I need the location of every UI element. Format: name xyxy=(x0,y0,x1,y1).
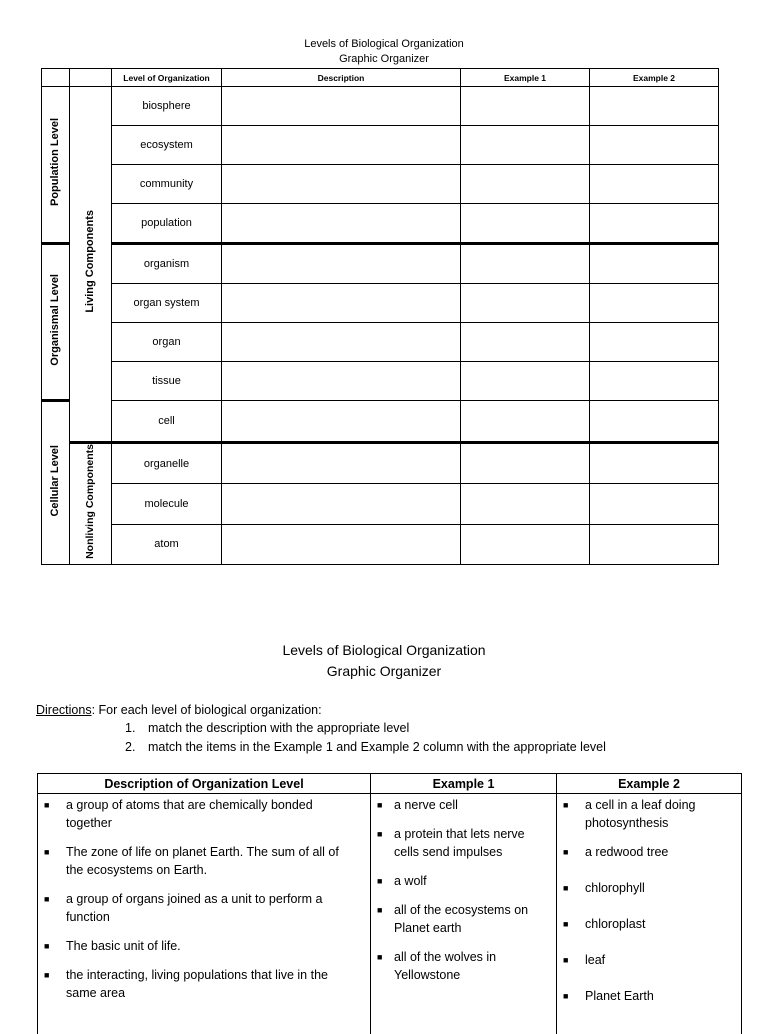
example1-text: a wolf xyxy=(394,874,427,888)
description-text: the interacting, living populations that live in the same area xyxy=(66,968,328,1000)
bullet-icon: ■ xyxy=(377,952,383,962)
top-subtitle: Graphic Organizer xyxy=(339,53,429,65)
list-item xyxy=(38,796,370,832)
level-name: tissue xyxy=(112,362,222,401)
level-row xyxy=(42,87,719,126)
example2-cell[interactable] xyxy=(590,401,719,443)
description-cell[interactable] xyxy=(222,443,461,484)
group-population xyxy=(42,87,70,244)
header-description-of-level: Description of Organization Level xyxy=(38,774,371,794)
list-item xyxy=(557,879,741,897)
level-row xyxy=(42,204,719,244)
directions-text: : For each level of biological organization: xyxy=(91,703,322,717)
description-cell[interactable] xyxy=(222,284,461,323)
example2-cell[interactable] xyxy=(590,284,719,323)
group-cellular xyxy=(42,401,70,565)
answer-bank-table xyxy=(37,773,742,1034)
list-item xyxy=(371,948,556,984)
description-text: a group of atoms that are chemically bonded together xyxy=(66,798,313,830)
example1-cell[interactable] xyxy=(461,204,590,244)
list-item xyxy=(38,937,370,955)
example1-text: all of the wolves in Yellowstone xyxy=(394,950,497,982)
bullet-icon: ■ xyxy=(563,800,569,810)
level-row xyxy=(42,323,719,362)
level-row xyxy=(42,165,719,204)
level-row xyxy=(42,443,719,484)
list-item xyxy=(557,987,741,1005)
group-organismal xyxy=(42,244,70,401)
bullet-icon: ■ xyxy=(44,847,50,857)
level-row xyxy=(42,284,719,323)
example2-cell[interactable] xyxy=(590,126,719,165)
header-example-1: Example 1 xyxy=(461,69,590,87)
description-column xyxy=(38,794,371,1034)
directions xyxy=(36,701,322,720)
list-item xyxy=(557,951,741,969)
description-cell[interactable] xyxy=(222,362,461,401)
bottom-subtitle: Graphic Organizer xyxy=(326,663,442,679)
example1-text: a nerve cell xyxy=(394,798,458,812)
level-row xyxy=(42,484,719,524)
example1-cell[interactable] xyxy=(461,244,590,284)
level-row xyxy=(42,401,719,443)
example2-text: leaf xyxy=(585,953,606,967)
bullet-icon: ■ xyxy=(44,970,50,980)
description-cell[interactable] xyxy=(222,484,461,524)
list-item xyxy=(557,843,741,861)
example2-cell[interactable] xyxy=(590,87,719,126)
header-example-2: Example 2 xyxy=(557,774,742,794)
step-text: match the description with the appropriate level xyxy=(148,721,410,735)
description-cell[interactable] xyxy=(222,165,461,204)
bullet-icon: ■ xyxy=(563,991,569,1001)
example1-cell[interactable] xyxy=(461,323,590,362)
level-name: organ xyxy=(112,323,222,362)
level-row xyxy=(42,244,719,284)
group-label: Cellular Level xyxy=(49,444,61,517)
level-row xyxy=(42,126,719,165)
level-name: community xyxy=(112,165,222,204)
step-number: 1. xyxy=(125,721,136,735)
example2-cell[interactable] xyxy=(590,443,719,484)
direction-step xyxy=(125,719,606,738)
example1-cell[interactable] xyxy=(461,524,590,564)
description-cell[interactable] xyxy=(222,204,461,244)
example2-text: chlorophyll xyxy=(585,881,645,895)
bullet-icon: ■ xyxy=(44,894,50,904)
example2-cell[interactable] xyxy=(590,524,719,564)
description-cell[interactable] xyxy=(222,524,461,564)
example1-text: all of the ecosystems on Planet earth xyxy=(394,903,529,935)
example2-cell[interactable] xyxy=(590,244,719,284)
component-label: Nonliving Components xyxy=(84,444,96,559)
bullet-icon: ■ xyxy=(44,941,50,951)
description-text: a group of organs joined as a unit to perform a function xyxy=(66,892,323,924)
directions-label: Directions xyxy=(36,703,92,717)
level-name: cell xyxy=(112,401,222,443)
example1-cell[interactable] xyxy=(461,87,590,126)
example2-text: chloroplast xyxy=(585,917,646,931)
example1-cell[interactable] xyxy=(461,401,590,443)
list-item xyxy=(38,843,370,879)
header-level: Level of Organization xyxy=(112,69,222,87)
component-living xyxy=(70,87,112,443)
top-title: Levels of Biological Organization xyxy=(304,38,464,50)
description-text: The zone of life on planet Earth. The sum of all of the ecosystems on Earth. xyxy=(66,845,339,877)
header-description: Description xyxy=(222,69,461,87)
example1-cell[interactable] xyxy=(461,284,590,323)
example1-cell[interactable] xyxy=(461,443,590,484)
bullet-icon: ■ xyxy=(377,905,383,915)
list-item xyxy=(557,796,741,832)
component-label: Living Components xyxy=(84,210,96,313)
level-name: atom xyxy=(112,524,222,564)
example1-column xyxy=(371,794,557,1034)
list-item xyxy=(371,825,556,861)
directions-steps xyxy=(125,719,606,757)
list-item xyxy=(38,966,370,1002)
header-example-1: Example 1 xyxy=(371,774,557,794)
list-item xyxy=(557,915,741,933)
level-name: population xyxy=(112,204,222,244)
component-nonliving xyxy=(70,443,112,565)
description-cell[interactable] xyxy=(222,401,461,443)
bullet-icon: ■ xyxy=(563,919,569,929)
description-cell[interactable] xyxy=(222,244,461,284)
bullet-icon: ■ xyxy=(44,800,50,810)
header-blank xyxy=(70,69,112,87)
direction-step xyxy=(125,738,606,757)
level-name: molecule xyxy=(112,484,222,524)
list-item xyxy=(371,901,556,937)
bullet-icon: ■ xyxy=(563,883,569,893)
example2-text: a cell in a leaf doing photosynthesis xyxy=(585,798,696,830)
description-cell[interactable] xyxy=(222,87,461,126)
header-blank xyxy=(42,69,70,87)
list-item xyxy=(371,872,556,890)
example2-cell[interactable] xyxy=(590,323,719,362)
bullet-icon: ■ xyxy=(377,829,383,839)
group-label: Population Level xyxy=(49,117,61,206)
group-label: Organismal Level xyxy=(49,273,61,366)
level-name: organelle xyxy=(112,443,222,484)
example2-cell[interactable] xyxy=(590,362,719,401)
bullet-icon: ■ xyxy=(563,955,569,965)
example2-text: a redwood tree xyxy=(585,845,669,859)
level-row xyxy=(42,362,719,401)
header-example-2: Example 2 xyxy=(590,69,719,87)
description-cell[interactable] xyxy=(222,323,461,362)
example1-cell[interactable] xyxy=(461,126,590,165)
bottom-title: Levels of Biological Organization xyxy=(282,642,486,658)
level-name: organism xyxy=(112,244,222,284)
list-item xyxy=(38,890,370,926)
level-name: organ system xyxy=(112,284,222,323)
example2-cell[interactable] xyxy=(590,204,719,244)
example1-cell[interactable] xyxy=(461,165,590,204)
step-number: 2. xyxy=(125,740,136,754)
step-text: match the items in the Example 1 and Example 2 column with the appropriate level xyxy=(148,740,606,754)
bullet-icon: ■ xyxy=(377,800,383,810)
example1-cell[interactable] xyxy=(461,362,590,401)
example2-column xyxy=(557,794,742,1034)
example2-cell[interactable] xyxy=(590,165,719,204)
bullet-icon: ■ xyxy=(377,876,383,886)
organizer-header-row xyxy=(42,69,719,87)
level-name: ecosystem xyxy=(112,126,222,165)
example1-text: a protein that lets nerve cells send impulses xyxy=(394,827,525,859)
description-text: The basic unit of life. xyxy=(66,939,181,953)
example2-text: Planet Earth xyxy=(585,989,654,1003)
list-item xyxy=(371,796,556,814)
example1-cell[interactable] xyxy=(461,484,590,524)
bullet-icon: ■ xyxy=(563,847,569,857)
level-name: biosphere xyxy=(112,87,222,126)
organizer-table xyxy=(41,68,719,565)
description-cell[interactable] xyxy=(222,126,461,165)
level-row xyxy=(42,524,719,564)
example2-cell[interactable] xyxy=(590,484,719,524)
